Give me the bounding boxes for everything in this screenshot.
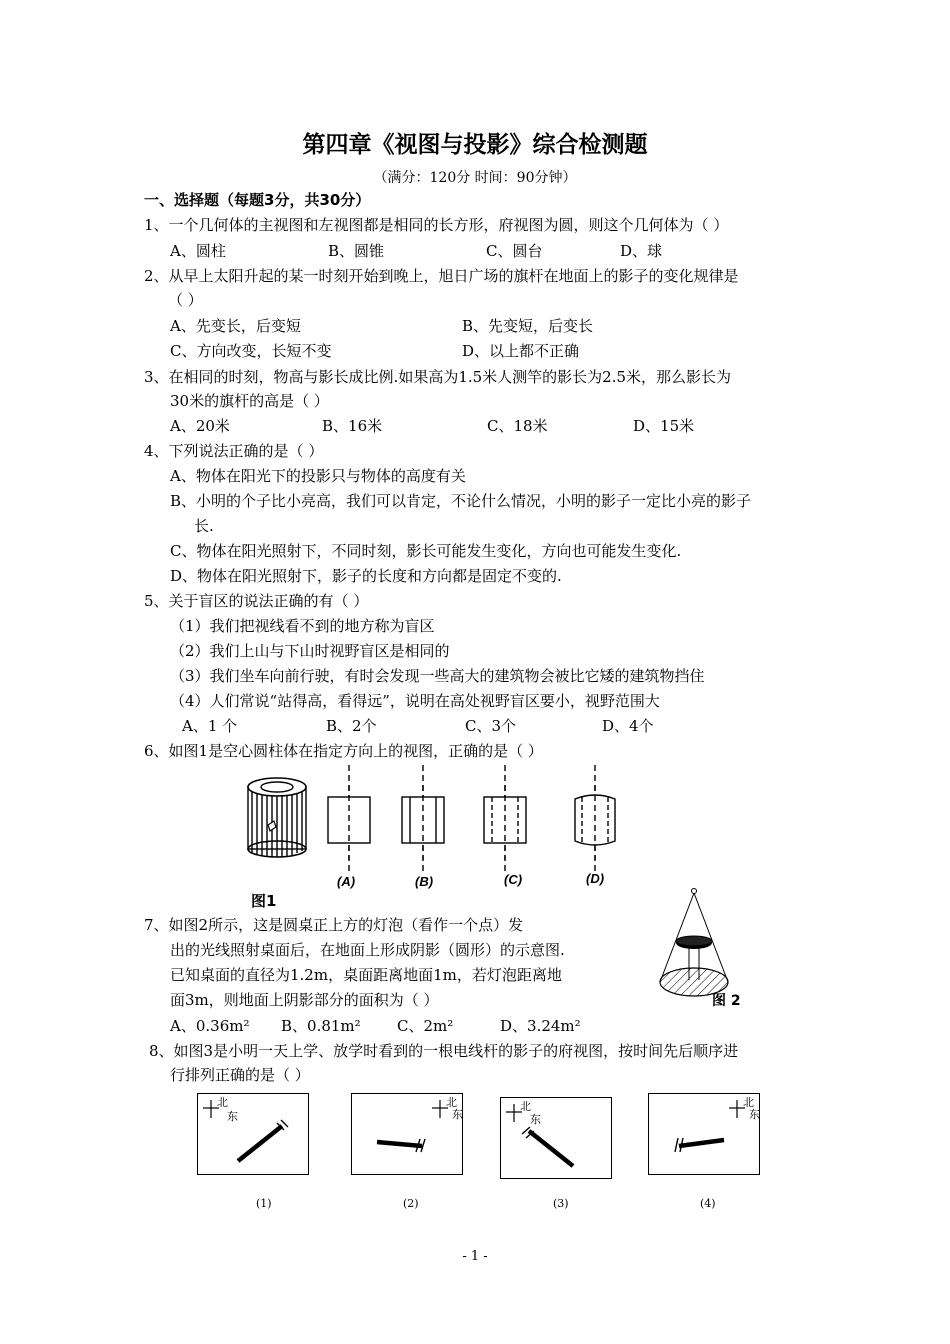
q3-stem-cont: 30米的旗杆的高是（ ） <box>170 392 329 410</box>
q4-stem: 4、下列说法正确的是（ ） <box>144 442 324 460</box>
q4-option-d: D、物体在阳光照射下，影子的长度和方向都是固定不变的. <box>170 567 562 585</box>
option-label-d: (D) <box>586 871 605 886</box>
q4-option-c: C、物体在阳光照射下，不同时刻，影长可能发生变化，方向也可能发生变化. <box>170 542 682 560</box>
q8-line-1: 8、如图3是小明一天上学、放学时看到的一根电线杆的影子的府视图，按时间先后顺序进 <box>149 1042 739 1060</box>
q7-option-d: D、3.24m² <box>500 1017 581 1035</box>
q4-option-b: B、小明的个子比小亮高，我们可以肯定，不论什么情况，小明的影子一定比小亮的影子 <box>170 492 752 510</box>
view-number-3: (3) <box>553 1197 569 1210</box>
q7-line-2: 出的光线照射桌面后，在地面上形成阴影（圆形）的示意图. <box>170 941 565 959</box>
q5-statement-4: （4）人们常说“站得高，看得远”，说明在高处视野盲区要小，视野范围大 <box>170 692 660 710</box>
q5-option-b: B、2个 <box>326 717 377 735</box>
q7-option-c: C、2m² <box>397 1017 454 1035</box>
hollow-cylinder-drawing <box>248 778 306 857</box>
north-label: 北 <box>520 1100 531 1113</box>
q2-stem: 2、从早上太阳升起的某一时刻开始到晚上，旭日广场的旗杆在地面上的影子的变化规律是 <box>144 267 739 285</box>
q5-stem: 5、关于盲区的说法正确的有（ ） <box>144 592 369 610</box>
q1-option-a: A、圆柱 <box>170 242 226 260</box>
q6-stem: 6、如图1是空心圆柱体在指定方向上的视图，正确的是（ ） <box>144 742 543 760</box>
q3-stem: 3、在相同的时刻，物高与影长成比例.如果高为1.5米人测竿的影长为2.5米，那么影长为 <box>144 368 732 386</box>
q7-line-3: 已知桌面的直径为1.2m，桌面距离地面1m，若灯泡距离地 <box>170 966 562 984</box>
figure-1-hollow-cylinder <box>240 765 640 880</box>
q4-option-b-cont: 长. <box>194 517 214 535</box>
q1-stem: 1、一个几何体的主视图和左视图都是相同的长方形，府视图为圆，则这个几何体为（ ） <box>144 216 729 234</box>
q7-line-1: 7、如图2所示，这是圆桌正上方的灯泡（看作一个点）发 <box>144 916 524 934</box>
east-label: 东 <box>749 1108 760 1121</box>
q1-option-d: D、球 <box>620 242 663 260</box>
compass-and-shadow-1 <box>198 1094 308 1174</box>
view-number-1: (1) <box>256 1197 272 1210</box>
q8-line-2: 行排列正确的是（ ） <box>170 1066 310 1084</box>
compass-and-shadow-3 <box>501 1098 611 1178</box>
q7-option-a: A、0.36m² <box>170 1017 250 1035</box>
page-number: - 1 - <box>462 1249 488 1264</box>
q5-option-d: D、4个 <box>602 717 654 735</box>
q3-option-c: C、18米 <box>487 417 548 435</box>
section-heading: 一、选择题（每题3分，共30分） <box>144 191 371 209</box>
q2-paren: （ ） <box>168 291 203 309</box>
subtitle: （满分：120分 时间：90分钟） <box>373 170 577 186</box>
q7-option-b: B、0.81m² <box>281 1017 361 1035</box>
q3-option-a: A、20米 <box>170 417 230 435</box>
q1-option-c: C、圆台 <box>486 242 543 260</box>
figure-1-label: 图1 <box>251 892 277 910</box>
option-label-c: (C) <box>504 872 523 887</box>
q3-option-d: D、15米 <box>633 417 695 435</box>
figure-2-lamp-table <box>655 885 755 1005</box>
q5-option-a: A、1 个 <box>182 717 238 735</box>
q3-option-b: B、16米 <box>322 417 383 435</box>
q2-option-d: D、以上都不正确 <box>462 342 580 360</box>
view-number-2: (2) <box>403 1197 419 1210</box>
q5-statement-1: （1）我们把视线看不到的地方称为盲区 <box>170 617 435 635</box>
figure-2-label: 图 2 <box>712 993 741 1009</box>
north-label: 北 <box>743 1096 754 1109</box>
q2-option-a: A、先变长，后变短 <box>170 317 301 335</box>
q7-line-4: 面3m，则地面上阴影部分的面积为（ ） <box>170 991 439 1009</box>
view-option-c <box>484 765 526 873</box>
q1-option-b: B、圆锥 <box>328 242 385 260</box>
north-label: 北 <box>217 1096 228 1109</box>
option-label-a: (A) <box>337 874 356 889</box>
q4-option-a: A、物体在阳光下的投影只与物体的高度有关 <box>170 467 466 485</box>
east-label: 东 <box>530 1113 541 1126</box>
q5-statement-2: （2）我们上山与下山时视野盲区是相同的 <box>170 642 450 660</box>
bulb-icon <box>692 889 697 894</box>
shadow-view-2 <box>351 1093 463 1175</box>
option-label-b: (B) <box>415 874 434 889</box>
page-title: 第四章《视图与投影》综合检测题 <box>302 132 648 158</box>
shadow-view-1 <box>197 1093 309 1175</box>
shadow-view-3 <box>500 1097 612 1179</box>
q2-option-c: C、方向改变，长短不变 <box>170 342 332 360</box>
east-label: 东 <box>227 1110 238 1123</box>
north-label: 北 <box>446 1096 457 1109</box>
view-option-d <box>575 765 615 873</box>
view-option-a <box>328 765 370 873</box>
shadow-view-4 <box>648 1093 760 1175</box>
q5-option-c: C、3个 <box>465 717 517 735</box>
view-option-b <box>402 765 444 873</box>
view-number-4: (4) <box>700 1197 716 1210</box>
q5-statement-3: （3）我们坐车向前行驶，有时会发现一些高大的建筑物会被比它矮的建筑物挡住 <box>170 667 705 685</box>
east-label: 东 <box>452 1108 463 1121</box>
q2-option-b: B、先变短，后变长 <box>462 317 594 335</box>
